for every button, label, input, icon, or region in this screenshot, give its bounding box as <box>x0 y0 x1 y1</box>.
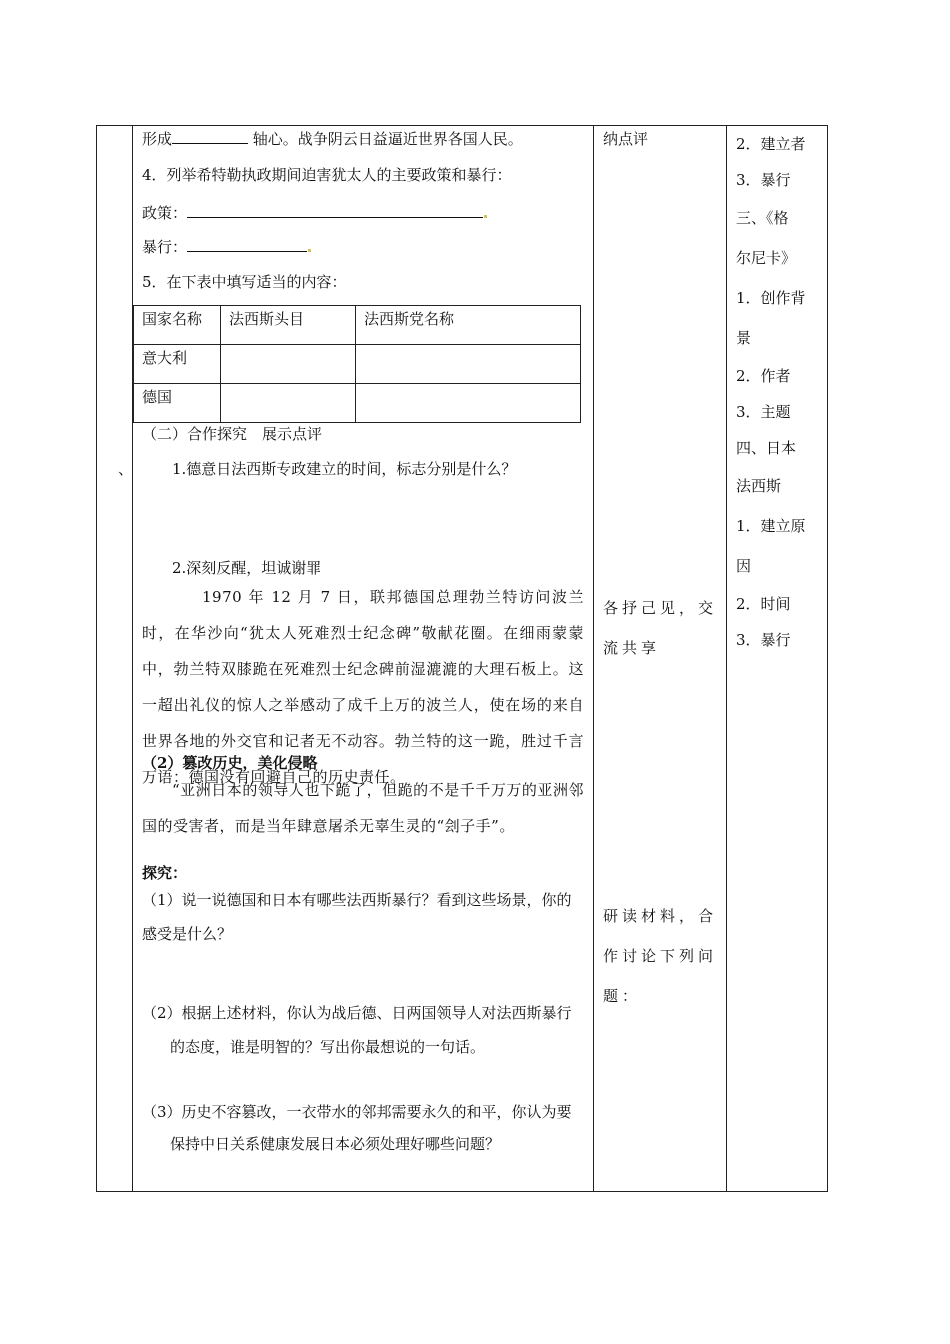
explore-question-3-text: （3）历史不容篡改，一衣带水的邻邦需要永久的和平，你认为要保持中日关系健康发展日本必须处理好哪些问题？ <box>142 1103 572 1153</box>
outline-item: 2．作者 <box>736 367 791 385</box>
explore-question-1-text: （1）说一说德国和日本有哪些法西斯暴行？看到这些场景，你的感受是什么？ <box>142 891 572 943</box>
row-party[interactable] <box>356 384 581 423</box>
row-country: 意大利 <box>134 345 221 384</box>
outline-item: 1．建立原 <box>736 517 806 535</box>
atrocity-line <box>142 237 311 256</box>
outline-item: 法西斯 <box>736 477 782 495</box>
col3-top: 纳点评 <box>603 130 649 148</box>
outline-item: 2．建立者 <box>736 135 806 153</box>
explore-question-1 <box>142 883 584 951</box>
japan-passage: “亚洲日本的领导人也下跪了，但跪的不是千千万万的亚洲邻国的受害者，而是当年肆意屠杀无辜生灵的“刽子手”。 <box>142 781 584 835</box>
subsection-2-title: （2）篡改历史，美化侵略 <box>142 754 318 772</box>
column-divider-2 <box>593 125 594 1192</box>
mark-dot <box>484 215 487 218</box>
row-leader[interactable] <box>221 384 356 423</box>
atrocity-label: 暴行： <box>142 238 188 256</box>
question-2-title-text: 2.深刻反醒，坦诚谢罪 <box>172 559 322 577</box>
header-party: 法西斯党名称 <box>356 306 581 345</box>
col3-mid: 各抒己见，交流共享 <box>603 599 718 657</box>
question-1-text: 1.德意日法西斯专政建立的时间，标志分别是什么？ <box>172 460 517 478</box>
outline-item: 四、日本 <box>736 439 797 457</box>
table-row <box>134 384 581 423</box>
outline-item: 因 <box>736 557 752 575</box>
explore-question-2-text: （2）根据上述材料，你认为战后德、日两国领导人对法西斯暴行的态度，谁是明智的？写出你最想说的一句话。 <box>142 1004 572 1056</box>
outline-item: 3．主题 <box>736 403 791 421</box>
col3-bottom: 研读材料，合作讨论下列问题： <box>603 907 718 1005</box>
side-mark: 、 <box>118 460 134 478</box>
question-2-title <box>172 559 321 577</box>
mark-dot <box>308 249 311 252</box>
question-5 <box>142 273 347 291</box>
outline-item: 景 <box>736 329 752 347</box>
table-row <box>134 345 581 384</box>
outline-list <box>736 126 816 658</box>
outline-item: 3．暴行 <box>736 171 791 189</box>
question-4 <box>142 166 512 184</box>
line-axis-suffix: 轴心。战争阴云日益逼近世界各国人民。 <box>252 130 523 148</box>
outline-item: 尔尼卡》 <box>736 249 797 267</box>
explore-question-2 <box>142 996 584 1064</box>
line-axis-prefix: 形成 <box>142 130 173 148</box>
table-header-row <box>134 306 581 345</box>
row-leader[interactable] <box>221 345 356 384</box>
column-divider-1 <box>132 125 133 1192</box>
row-party[interactable] <box>356 345 581 384</box>
row-country: 德国 <box>134 384 221 423</box>
policy-label: 政策： <box>142 204 188 222</box>
section-2-text: （二）合作探究 展示点评 <box>142 425 323 443</box>
explore-question-3 <box>142 1096 584 1160</box>
outline-item: 三、《格 <box>736 209 789 227</box>
question-5-text: 5．在下表中填写适当的内容： <box>142 273 347 291</box>
line-axis <box>142 129 523 148</box>
outline-item: 3．暴行 <box>736 631 791 649</box>
explore-title: 探究： <box>142 864 188 882</box>
blank-axis <box>172 129 248 144</box>
policy-line <box>142 203 487 222</box>
column-divider-3 <box>726 125 727 1192</box>
header-leader: 法西斯头目 <box>221 306 356 345</box>
section-2-title <box>142 425 322 443</box>
header-country: 国家名称 <box>134 306 221 345</box>
question-1 <box>172 460 516 478</box>
question-4-text: 4．列举希特勒执政期间迫害犹太人的主要政策和暴行： <box>142 166 512 184</box>
brandt-passage: 1970 年 12 月 7 日，联邦德国总理勃兰特访问波兰时，在华沙向“犹太人死难烈士纪念碑”敬献花圈。在细雨蒙蒙中，勃兰特双膝跪在死难烈士纪念碑前湿漉漉的大理石板上。这一超出礼仪的惊人之举感动了成千上万的波兰人，使在场的来自世界各地的外交官和记者无不动容。勃兰特的这一跪，胜过千言万语：德国没有回避自己的历史责任。 <box>142 588 584 786</box>
outline-item: 1．创作背 <box>736 289 806 307</box>
outline-item: 2．时间 <box>736 595 791 613</box>
fascist-table <box>133 305 581 423</box>
blank-atrocity <box>187 237 307 252</box>
blank-policy <box>187 203 483 218</box>
